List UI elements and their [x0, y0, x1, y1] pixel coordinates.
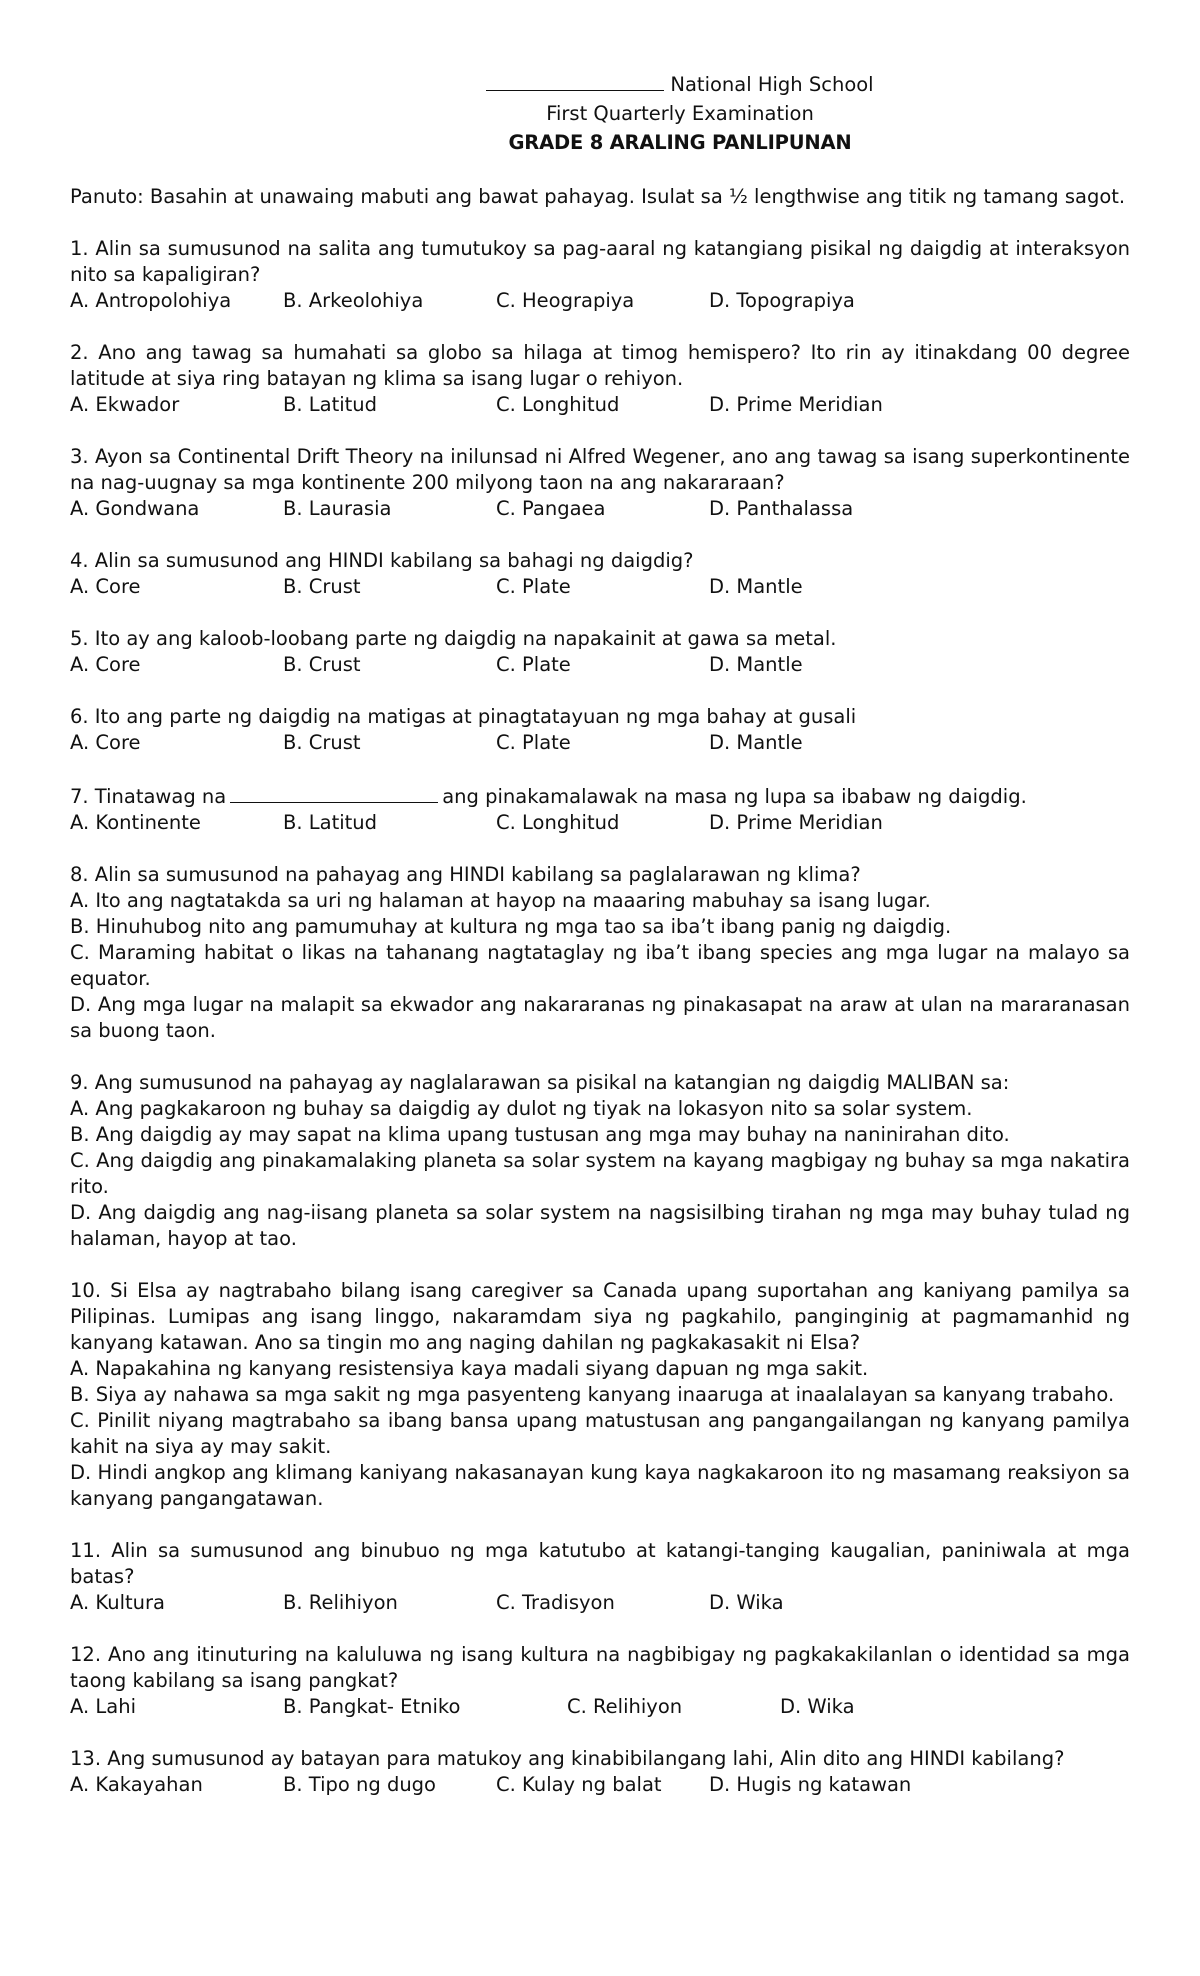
- question-1: [70, 236, 1130, 314]
- option-b: B. Pangkat- Etniko: [283, 1695, 461, 1718]
- options-row: [70, 288, 1130, 314]
- school-name-blank: [486, 70, 664, 91]
- option-d: D. Topograpiya: [709, 289, 855, 312]
- option-b: B. Siya ay nahawa sa mga sakit ng mga pasyenteng kanyang inaaruga at inaalalayan sa kanyang trabaho.: [70, 1383, 1115, 1406]
- option-d: D. Panthalassa: [709, 497, 854, 520]
- options-row: [70, 496, 1130, 522]
- option-b: B. Crust: [283, 653, 361, 676]
- option-c: C. Longhitud: [496, 811, 620, 834]
- option-a: A. Lahi: [70, 1695, 136, 1718]
- instructions: Panuto: Basahin at unawaing mabuti ang bawat pahayag. Isulat sa ½ lengthwise ang titik ng tamang sagot.: [70, 185, 1126, 208]
- option-c: C. Longhitud: [496, 393, 620, 416]
- option-a: A. Core: [70, 575, 141, 598]
- option-c: C. Plate: [496, 653, 571, 676]
- option-d: D. Wika: [780, 1695, 855, 1718]
- question-12: [70, 1642, 1130, 1720]
- question-5: [70, 626, 1130, 678]
- stem-after-blank: ang pinakamalawak na masa ng lupa sa ibabaw ng daigdig.: [442, 785, 1027, 808]
- option-b: B. Crust: [283, 731, 361, 754]
- question-stem: 9. Ang sumusunod na pahayag ay naglalarawan sa pisikal na katangian ng daigdig MALIBAN sa:: [70, 1071, 1010, 1094]
- option-b: B. Ang daigdig ay may sapat na klima upang tustusan ang mga may buhay na naninirahan dito.: [70, 1123, 1010, 1146]
- question-stem: 4. Alin sa sumusunod ang HINDI kabilang sa bahagi ng daigdig?: [70, 549, 694, 572]
- question-stem: 12. Ano ang itinuturing na kaluluwa ng isang kultura na nagbibigay ng pagkakakilanlan o identidad sa mga taong kabilang sa isang pangkat?: [70, 1643, 1130, 1692]
- options-row: [70, 652, 1130, 678]
- option-c: C. Kulay ng balat: [496, 1773, 662, 1796]
- subject-title: GRADE 8 ARALING PANLIPUNAN: [508, 131, 852, 154]
- option-d: D. Wika: [709, 1591, 784, 1614]
- option-a: A. Kultura: [70, 1591, 165, 1614]
- question-stem: 6. Ito ang parte ng daigdig na matigas at pinagtatayuan ng mga bahay at gusali: [70, 705, 857, 728]
- option-c: C. Pangaea: [496, 497, 606, 520]
- question-stem: 10. Si Elsa ay nagtrabaho bilang isang caregiver sa Canada upang suportahan ang kaniyang pamilya sa Pilipinas. Lumipas ang isang linggo, nakaramdam siya ng pagkahilo, panginginig at pagmamanhid ng kanyang katawan. Ano sa tingin mo ang naging dahilan ng pagkakasakit ni Elsa?: [70, 1279, 1130, 1354]
- question-3: [70, 444, 1130, 522]
- options-row: [70, 574, 1130, 600]
- question-7: [70, 782, 1130, 836]
- option-a: A. Antropolohiya: [70, 289, 232, 312]
- exam-title: First Quarterly Examination: [546, 102, 814, 125]
- option-d: D. Prime Meridian: [709, 393, 883, 416]
- option-c: C. Plate: [496, 575, 571, 598]
- question-8: [70, 862, 1130, 1044]
- option-b: B. Latitud: [283, 811, 378, 834]
- option-d: D. Mantle: [709, 575, 803, 598]
- exam-header: [230, 70, 1130, 157]
- question-6: [70, 704, 1130, 756]
- option-a: A. Ekwador: [70, 393, 180, 416]
- option-c: C. Heograpiya: [496, 289, 635, 312]
- option-c: C. Pinilit niyang magtrabaho sa ibang bansa upang matustusan ang pangangailangan ng kanyang pamilya kahit na siya ay may sakit.: [70, 1409, 1130, 1458]
- question-stem: 8. Alin sa sumusunod na pahayag ang HINDI kabilang sa paglalarawan ng klima?: [70, 863, 861, 886]
- question-13: [70, 1746, 1130, 1798]
- option-b: B. Laurasia: [283, 497, 392, 520]
- options-row: [70, 810, 1130, 836]
- question-2: [70, 340, 1130, 418]
- stem-before-blank: 7. Tinatawag na: [70, 785, 227, 808]
- question-stem: 5. Ito ay ang kaloob-loobang parte ng daigdig na napakainit at gawa sa metal.: [70, 627, 837, 650]
- question-stem: 2. Ano ang tawag sa humahati sa globo sa hilaga at timog hemispero? Ito rin ay itinakdang 00 degree latitude at siya ring batayan ng klima sa isang lugar o rehiyon.: [70, 341, 1130, 390]
- option-a: A. Ito ang nagtatakda sa uri ng halaman at hayop na maaaring mabuhay sa isang lugar.: [70, 889, 931, 912]
- options-row: [70, 1590, 1130, 1616]
- option-d: D. Ang mga lugar na malapit sa ekwador ang nakararanas ng pinakasapat na araw at ulan na mararanasan sa buong taon.: [70, 993, 1130, 1042]
- option-d: D. Ang daigdig ang nag-iisang planeta sa solar system na nagsisilbing tirahan ng mga may buhay tulad ng halaman, hayop at tao.: [70, 1201, 1130, 1250]
- option-b: B. Arkeolohiya: [283, 289, 424, 312]
- question-stem: 11. Alin sa sumusunod ang binubuo ng mga katutubo at katangi-tanging kaugalian, paniniwala at mga batas?: [70, 1539, 1130, 1588]
- option-c: C. Plate: [496, 731, 571, 754]
- option-c: C. Maraming habitat o likas na tahanang nagtataglay ng iba’t ibang species ang mga lugar na malayo sa equator.: [70, 941, 1130, 990]
- option-c: C. Relihiyon: [567, 1695, 683, 1718]
- question-stem: 3. Ayon sa Continental Drift Theory na inilunsad ni Alfred Wegener, ano ang tawag sa isang superkontinente na nag-uugnay sa mga kontinente 200 milyong taon na ang nakararaan?: [70, 445, 1130, 494]
- option-a: A. Kontinente: [70, 811, 201, 834]
- question-stem: 13. Ang sumusunod ay batayan para matukoy ang kinabibilangang lahi, Alin dito ang HINDI kabilang?: [70, 1747, 1065, 1770]
- question-10: [70, 1278, 1130, 1512]
- question-9: [70, 1070, 1130, 1252]
- options-row: [70, 1772, 1130, 1798]
- option-a: A. Core: [70, 731, 141, 754]
- question-11: [70, 1538, 1130, 1616]
- option-d: D. Mantle: [709, 653, 803, 676]
- answer-blank: [230, 782, 438, 803]
- option-a: A. Ang pagkakaroon ng buhay sa daigdig ay dulot ng tiyak na lokasyon nito sa solar system.: [70, 1097, 973, 1120]
- school-line: [230, 70, 1130, 99]
- option-c: C. Ang daigdig ang pinakamalaking planeta sa solar system na kayang magbigay ng buhay sa mga nakatira rito.: [70, 1149, 1130, 1198]
- option-d: D. Mantle: [709, 731, 803, 754]
- option-d: D. Hindi angkop ang klimang kaniyang nakasanayan kung kaya nagkakaroon ito ng masamang reaksiyon sa kanyang pangangatawan.: [70, 1461, 1130, 1510]
- question-stem: [70, 782, 1130, 810]
- option-c: C. Tradisyon: [496, 1591, 615, 1614]
- options-row: [70, 1694, 1130, 1720]
- question-4: [70, 548, 1130, 600]
- option-b: B. Tipo ng dugo: [283, 1773, 436, 1796]
- option-d: D. Prime Meridian: [709, 811, 883, 834]
- option-a: A. Kakayahan: [70, 1773, 203, 1796]
- option-b: B. Crust: [283, 575, 361, 598]
- option-d: D. Hugis ng katawan: [709, 1773, 912, 1796]
- option-b: B. Latitud: [283, 393, 378, 416]
- option-a: A. Napakahina ng kanyang resistensiya kaya madali siyang dapuan ng mga sakit.: [70, 1357, 869, 1380]
- options-row: [70, 730, 1130, 756]
- question-stem: 1. Alin sa sumusunod na salita ang tumutukoy sa pag-aaral ng katangiang pisikal ng daigdig at interaksyon nito sa kapaligiran?: [70, 237, 1130, 286]
- options-row: [70, 392, 1130, 418]
- option-b: B. Hinuhubog nito ang pamumuhay at kultura ng mga tao sa iba’t ibang panig ng daigdig.: [70, 915, 952, 938]
- option-b: B. Relihiyon: [283, 1591, 398, 1614]
- option-a: A. Gondwana: [70, 497, 200, 520]
- option-a: A. Core: [70, 653, 141, 676]
- school-label: National High School: [670, 73, 874, 96]
